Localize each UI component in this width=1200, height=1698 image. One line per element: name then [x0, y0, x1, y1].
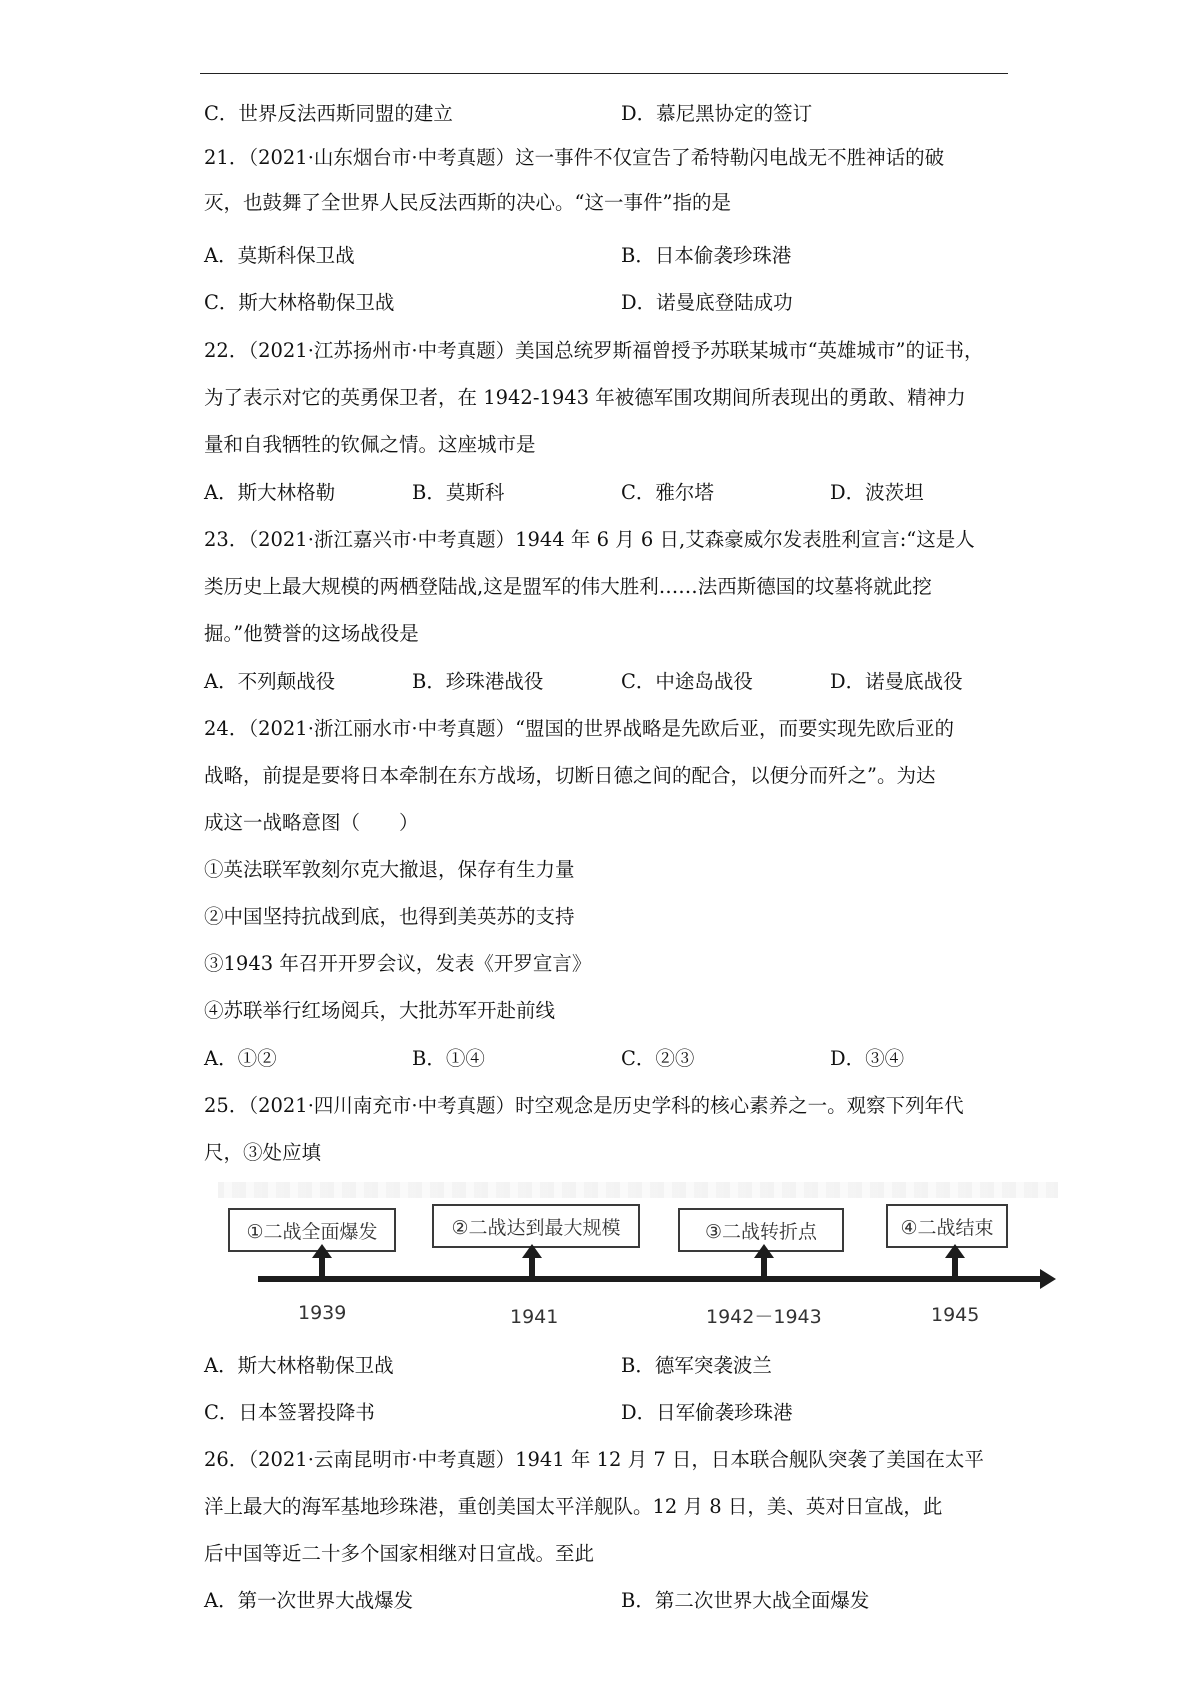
scan-noise	[218, 1182, 1058, 1198]
question-26-line: 洋上最大的海军基地珍珠港，重创美国太平洋舰队。12 月 8 日，美、英对日宣战，此	[204, 1495, 943, 1518]
option-a[interactable]: A．①②	[204, 1047, 277, 1070]
question-23-line: 掘。”他赞誉的这场战役是	[204, 622, 419, 645]
question-26-line: 后中国等近二十多个国家相继对日宣战。至此	[204, 1542, 595, 1565]
option-a[interactable]: A．第一次世界大战爆发	[204, 1589, 414, 1612]
question-22-line: 22．（2021·江苏扬州市·中考真题）美国总统罗斯福曾授予苏联某城市“英雄城市”的证书，	[204, 339, 984, 362]
option-c[interactable]: C．中途岛战役	[621, 670, 753, 693]
option-c[interactable]: C．日本签署投降书	[204, 1401, 375, 1424]
option-b[interactable]: B．德军突袭波兰	[621, 1354, 772, 1377]
timeline-axis	[258, 1276, 1043, 1282]
option-a[interactable]: A．斯大林格勒	[204, 481, 336, 504]
option-d[interactable]: D．③④	[830, 1047, 905, 1070]
question-21-line: 21．（2021·山东烟台市·中考真题）这一事件不仅宣告了希特勒闪电战无不胜神话的破	[204, 146, 945, 169]
option-c[interactable]: C．②③	[621, 1047, 695, 1070]
question-24-statement: ③1943 年召开开罗会议，发表《开罗宣言》	[204, 952, 592, 975]
question-24-statement: ①英法联军敦刻尔克大撤退，保存有生力量	[204, 858, 575, 881]
question-26-line: 26．（2021·云南昆明市·中考真题）1941 年 12 月 7 日，日本联合舰队突袭了美国在太平	[204, 1448, 984, 1471]
question-21-line: 灭，也鼓舞了全世界人民反法西斯的决心。“这一事件”指的是	[204, 191, 731, 214]
option-d[interactable]: D．诺曼底战役	[830, 670, 963, 693]
question-24-statement: ④苏联举行红场阅兵，大批苏军开赴前线	[204, 999, 556, 1022]
question-24-line: 成这一战略意图（ ）	[204, 811, 419, 834]
timeline-event-box: ①二战全面爆发	[228, 1208, 396, 1252]
option-a[interactable]: A．莫斯科保卫战	[204, 244, 355, 267]
option-a[interactable]: A．不列颠战役	[204, 670, 336, 693]
question-24-statement: ②中国坚持抗战到底，也得到美英苏的支持	[204, 905, 575, 928]
option-b[interactable]: B．珍珠港战役	[412, 670, 544, 693]
option-c[interactable]: C．雅尔塔	[621, 481, 714, 504]
option-b[interactable]: B．①④	[412, 1047, 485, 1070]
question-22-line: 量和自我牺牲的钦佩之情。这座城市是	[204, 433, 536, 456]
timeline-event-box: ②二战达到最大规模	[432, 1204, 640, 1248]
timeline-year: 1945	[931, 1304, 980, 1326]
option-c[interactable]: C．世界反法西斯同盟的建立	[204, 102, 453, 125]
question-25-line: 尺，③处应填	[204, 1141, 322, 1164]
question-23-line: 类历史上最大规模的两栖登陆战,这是盟军的伟大胜利……法西斯德国的坟墓将就此挖	[204, 575, 932, 598]
timeline-year: 1942－1943	[706, 1306, 822, 1328]
timeline-event-box: ③二战转折点	[678, 1208, 844, 1252]
option-a[interactable]: A．斯大林格勒保卫战	[204, 1354, 394, 1377]
timeline-year: 1939	[298, 1302, 347, 1324]
question-22-line: 为了表示对它的英勇保卫者，在 1942-1943 年被德军围攻期间所表现出的勇敢、精神力	[204, 386, 966, 409]
question-24-line: 战略，前提是要将日本牵制在东方战场，切断日德之间的配合，以便分而歼之”。为达	[204, 764, 936, 787]
option-c[interactable]: C．斯大林格勒保卫战	[204, 291, 395, 314]
option-d[interactable]: D．日军偷袭珍珠港	[621, 1401, 793, 1424]
timeline-arrowhead	[1040, 1269, 1056, 1289]
option-b[interactable]: B．第二次世界大战全面爆发	[621, 1589, 870, 1612]
option-d[interactable]: D．波茨坦	[830, 481, 924, 504]
timeline-year: 1941	[510, 1306, 559, 1328]
question-24-line: 24．（2021·浙江丽水市·中考真题）“盟国的世界战略是先欧后亚，而要实现先欧后亚的	[204, 717, 955, 740]
question-23-line: 23．（2021·浙江嘉兴市·中考真题）1944 年 6 月 6 日,艾森豪威尔发表胜利宣言:“这是人	[204, 528, 975, 551]
question-25-line: 25．（2021·四川南充市·中考真题）时空观念是历史学科的核心素养之一。观察下列年代	[204, 1094, 964, 1117]
option-b[interactable]: B．日本偷袭珍珠港	[621, 244, 792, 267]
option-b[interactable]: B．莫斯科	[412, 481, 505, 504]
timeline-figure	[218, 1178, 1058, 1330]
option-d[interactable]: D．慕尼黑协定的签订	[621, 102, 813, 125]
option-d[interactable]: D．诺曼底登陆成功	[621, 291, 793, 314]
timeline-event-box: ④二战结束	[886, 1204, 1008, 1248]
